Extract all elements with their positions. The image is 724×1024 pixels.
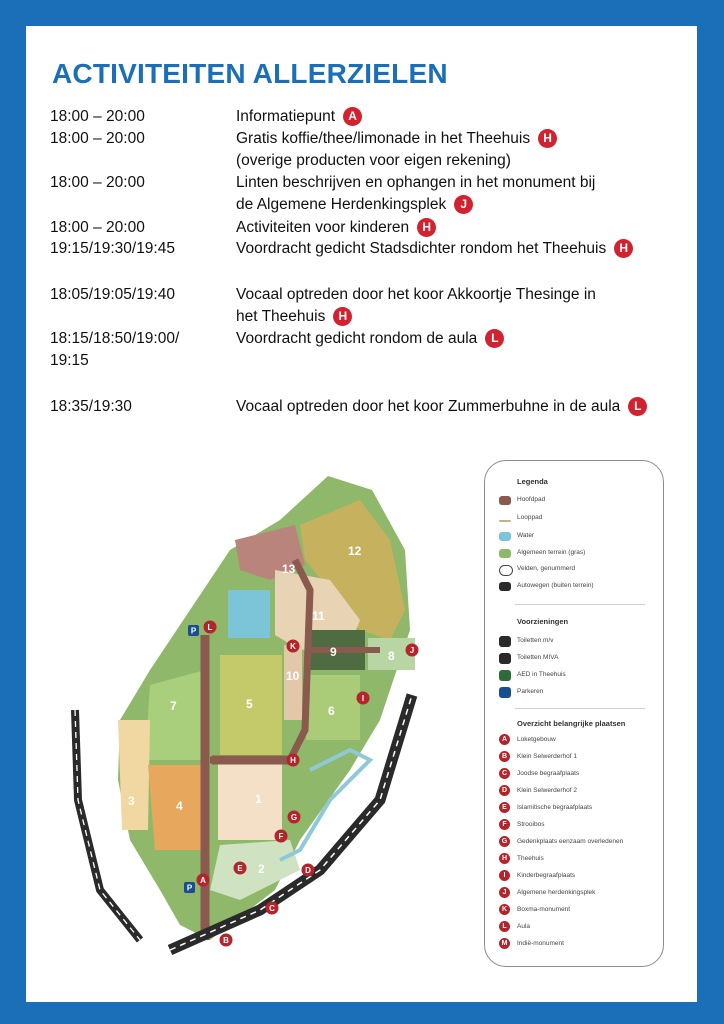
schedule-time: 18:05/19:05/19:40 [50, 286, 175, 303]
legend-item: Looppad [517, 514, 543, 521]
schedule-time: 18:35/19:30 [50, 398, 132, 415]
map-marker-i: I [361, 694, 365, 703]
place-letter: H [499, 853, 510, 864]
place-label: Gedenkplaats eenzaam overledenen [517, 838, 624, 845]
page-title: ACTIVITEITEN ALLERZIELEN [52, 58, 448, 89]
facility-item: AED in Theehuis [517, 671, 566, 678]
place-label: Strooibos [517, 821, 545, 828]
accessible-toilet-icon [499, 653, 511, 664]
section-label-6: 6 [328, 704, 335, 718]
schedule-activity: Voordracht gedicht rondom de aula L [236, 328, 504, 350]
legend-item: Algemeen terrein (gras) [517, 549, 586, 556]
parking-icon [499, 687, 511, 698]
section-label-1: 1 [255, 792, 262, 806]
section-label-11: 11 [312, 609, 325, 623]
location-marker: H [333, 307, 352, 326]
schedule-activity: Informatiepunt A [236, 106, 362, 128]
place-label: Indië-monument [517, 940, 564, 947]
legend-swatch-grass [499, 549, 511, 558]
legend-item: Velden, genummerd [517, 565, 576, 572]
legend-swatch-fields [499, 565, 513, 576]
water-pond [228, 590, 270, 638]
legend-item: Autowegen (buiten terrein) [517, 582, 594, 589]
place-letter: C [499, 768, 510, 779]
place-letter: K [499, 904, 510, 915]
map-marker-g: G [290, 813, 298, 822]
map-marker-e: E [237, 864, 243, 873]
place-label: Algemene herdenkingsplek [517, 889, 596, 896]
facility-item: Toiletten MIVA [517, 654, 559, 661]
legend-item: Hoofdpad [517, 496, 546, 503]
place-label: Islamitische begraafplaats [517, 804, 593, 811]
places-title: Overzicht belangrijke plaatsen [517, 719, 626, 728]
legend-swatch-main-path [499, 496, 511, 505]
place-letter: I [499, 870, 510, 881]
map-marker-h: H [290, 756, 296, 765]
section-label-3: 3 [128, 794, 135, 808]
location-marker: H [538, 129, 557, 148]
schedule-time: 18:00 – 20:00 [50, 108, 145, 125]
section-label-7: 7 [170, 699, 177, 713]
place-label: Boxma-monument [517, 906, 571, 913]
map-marker-k: K [290, 642, 296, 651]
section-label-10: 10 [286, 669, 300, 683]
map-marker-f: F [278, 832, 284, 841]
schedule-time: 18:15/18:50/19:00/ 19:15 [50, 330, 180, 369]
map-marker-b: B [223, 936, 229, 945]
place-label: Aula [517, 923, 531, 930]
place-label: Klein Selwerderhof 1 [517, 753, 577, 760]
legend-divider [515, 708, 645, 709]
schedule-activity: Gratis koffie/thee/limonade in het Theehuis H (overige producten voor eigen rekening) [236, 128, 557, 172]
place-label: Klein Selwerderhof 2 [517, 787, 577, 794]
schedule-activity: Voordracht gedicht Stadsdichter rondom het Theehuis H [236, 238, 633, 260]
section-label-9: 9 [330, 645, 337, 659]
location-marker: J [454, 195, 473, 214]
map-marker-a: A [200, 876, 206, 885]
facilities-title: Voorzieningen [517, 617, 569, 626]
facility-item: Toiletten m/v [517, 637, 554, 644]
legend-swatch-roads [499, 582, 511, 591]
map-marker-c: C [269, 904, 275, 913]
schedule-activity: Vocaal optreden door het koor Zummerbuhne in de aula L [236, 396, 647, 418]
map-marker-p-north: P [190, 626, 197, 636]
section-1 [218, 762, 282, 840]
legend-swatch-water [499, 532, 511, 541]
cemetery-map [60, 470, 480, 970]
section-3 [118, 720, 150, 830]
location-marker: L [628, 397, 647, 416]
map-marker-d: D [305, 866, 311, 875]
facility-item: Parkeren [517, 688, 544, 695]
place-label: Loketgebouw [517, 736, 556, 743]
place-letter: L [499, 921, 510, 932]
section-label-12: 12 [348, 544, 362, 558]
map-marker-p: P [186, 883, 193, 893]
place-letter: J [499, 887, 510, 898]
toilet-icon [499, 636, 511, 647]
map-marker-j: J [409, 646, 415, 655]
place-letter: A [499, 734, 510, 745]
place-letter: G [499, 836, 510, 847]
legend-swatch-footpath [499, 520, 511, 522]
place-letter: M [499, 938, 510, 949]
place-label: Joodse begraafplaats [517, 770, 580, 777]
location-marker: A [343, 107, 362, 126]
schedule-time: 18:00 – 20:00 [50, 130, 145, 147]
schedule-activity: Activiteiten voor kinderen H [236, 217, 436, 239]
legend-item: Water [517, 532, 535, 539]
legend-divider [515, 604, 645, 605]
map-legend [484, 460, 664, 967]
map-marker-l: L [207, 623, 213, 632]
schedule-activity: Linten beschrijven en ophangen in het monument bij de Algemene Herdenkingsplek J [236, 174, 596, 213]
legend-title: Legenda [517, 477, 548, 486]
section-label-13: 13 [282, 562, 296, 576]
section-label-8: 8 [388, 649, 395, 663]
place-letter: B [499, 751, 510, 762]
schedule-time: 19:15/19:30/19:45 [50, 240, 175, 257]
location-marker: H [614, 239, 633, 258]
schedule-time: 18:00 – 20:00 [50, 219, 145, 236]
place-letter: D [499, 785, 510, 796]
section-label-5: 5 [246, 697, 253, 711]
section-label-2: 2 [258, 862, 265, 876]
place-letter: E [499, 802, 510, 813]
location-marker: L [485, 329, 504, 348]
section-label-4: 4 [176, 799, 183, 813]
schedule-activity: Vocaal optreden door het koor Akkoortje Thesinge in het Theehuis H [236, 286, 596, 325]
place-letter: F [499, 819, 510, 830]
place-label: Kinderbegraafplaats [517, 872, 576, 879]
schedule-time: 18:00 – 20:00 [50, 174, 145, 191]
aed-icon [499, 670, 511, 681]
place-label: Theehuis [517, 855, 544, 862]
location-marker: H [417, 218, 436, 237]
